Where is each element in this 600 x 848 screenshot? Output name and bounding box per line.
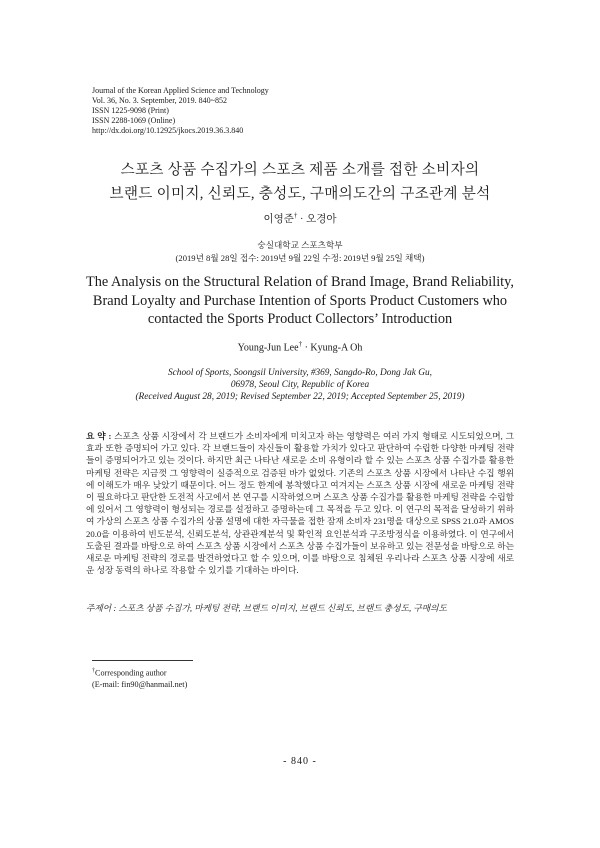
author-separator: · [304,342,308,354]
author-separator: · [300,214,304,225]
footnote-mark: † [92,668,95,674]
footnote-label: Corresponding author [95,668,167,678]
korean-title [0,158,600,206]
english-affiliation [0,367,600,404]
received-dates: (Received August 28, 2019; Revised September 22, 2019; Accepted September 25, 2019) [135,392,465,403]
submission-dates: (2019년 8월 28일 접수: 2019년 9월 22일 수정: 2019년 9월 25일 채택) [175,253,425,263]
abstract-text: 스포츠 상품 시장에서 각 브랜드가 소비자에게 미치고자 하는 영향력은 여러 가지 형태로 시도되었으며, 그 효과 또한 증명되어 가고 있다. 각 브랜드들이 자신들이 활용할 가치가 있다고 판단하여 수립한 다양한 마케팅 전략들이 증명되어가고 있는 것이다. 하지만 최근 나타난 새로운 소비 유형이라 할 수 있는 스포츠 상품 수집가를 활용한 마케팅 전략은 지금껏 그 영향력이 실증적으로 검증된 바가 없었다. 기존의 스포츠 상품 시장에서 나타난 수집 행위에 이해도가 매우 낮았기 때문이다. 어느 정도 한계에 봉착했다고 여겨지는 스포츠 상품 시장에 새로운 마케팅 전략이 필요하다고 판단한 도전적 사고에서 본 연구를 시작하였으며 스포츠 상품 수집가를 활용한 마케팅 전략을 수립함에 있어서 그 영향력이 형성되는 경로를 설정하고 증명하는데 그 목적을 두고 있다. 이 연구의 목적을 달성하기 위하여 가상의 스포츠 상품 수집가의 상품 설명에 대한 자극물을 접한 잠재 소비자 231명을 대상으로 SPSS 21.0과 AMOS 20.0을 이용하여 빈도분석, 신뢰도분석, 상관관계분석 및 확인적 요인분석과 구조방정식을 이용하였다. 이 연구에서 도출된 결과를 바탕으로 하여 스포츠 상품 시장에서 스포츠 상품 수집가들이 보유하고 있는 전문성을 바탕으로 하는 새로운 마케팅 전략의 경로를 발견하였다고 할 수 있으며, 이를 바탕으로 침체된 우리나라 스포츠 상품 시장에 새로운 성장 동력의 하나로 작용할 수 있기를 기대하는 바이다. [86,431,514,576]
author-name: 이영준 [263,214,294,225]
english-title [70,273,530,329]
journal-volume: Vol. 36, No. 3. September, 2019. 840~852 [92,96,227,105]
affiliation-line: 06978, Seoul City, Republic of Korea [230,380,370,391]
author-name: 오경아 [306,214,337,225]
issn-online: ISSN 2288-1069 (Online) [92,116,176,125]
author-name: Young-Jun Lee [237,342,299,354]
issn-print: ISSN 1225-9098 (Print) [92,106,169,115]
korean-title-line: 스포츠 상품 수집가의 스포츠 제품 소개를 접한 소비자의 [120,162,480,178]
english-title-line: contacted the Sports Product Collectors’ Introduction [147,311,453,327]
affiliation-name: 숭실대학교 스포츠학부 [257,240,343,250]
abstract-label: 요 약 : [86,431,112,441]
footnote-divider [92,660,193,661]
journal-citation-header [92,86,422,136]
corresponding-mark: † [293,211,298,220]
doi-link[interactable]: http://dx.doi.org/10.12925/jkocs.2019.36.3.840 [92,126,244,135]
keywords: 주제어 : 스포츠 상품 수집가, 마케팅 전략, 브랜드 이미지, 브랜드 신뢰도, 브랜드 충성도, 구매의도 [86,603,447,613]
korean-authors [0,211,600,226]
author-name: Kyung-A Oh [310,342,363,354]
journal-name: Journal of the Korean Applied Science and Technology [92,86,269,95]
abstract [86,430,514,576]
footnote [92,666,392,691]
affiliation-line: School of Sports, Soongsil University, #369, Sangdo-Ro, Dong Jak Gu, [168,368,432,378]
page-number: - 840 - [283,756,317,767]
english-authors [0,340,600,353]
footnote-email: (E-mail: fin90@hanmail.net) [92,680,188,690]
english-title-line: Brand Loyalty and Purchase Intention of Sports Product Customers who [92,292,508,309]
corresponding-mark: † [298,340,303,348]
korean-affiliation [0,239,600,265]
english-title-line: The Analysis on the Structural Relation of Brand Image, Brand Reliability, [86,274,514,290]
korean-title-line: 브랜드 이미지, 신뢰도, 충성도, 구매의도간의 구조관계 분석 [109,186,491,202]
